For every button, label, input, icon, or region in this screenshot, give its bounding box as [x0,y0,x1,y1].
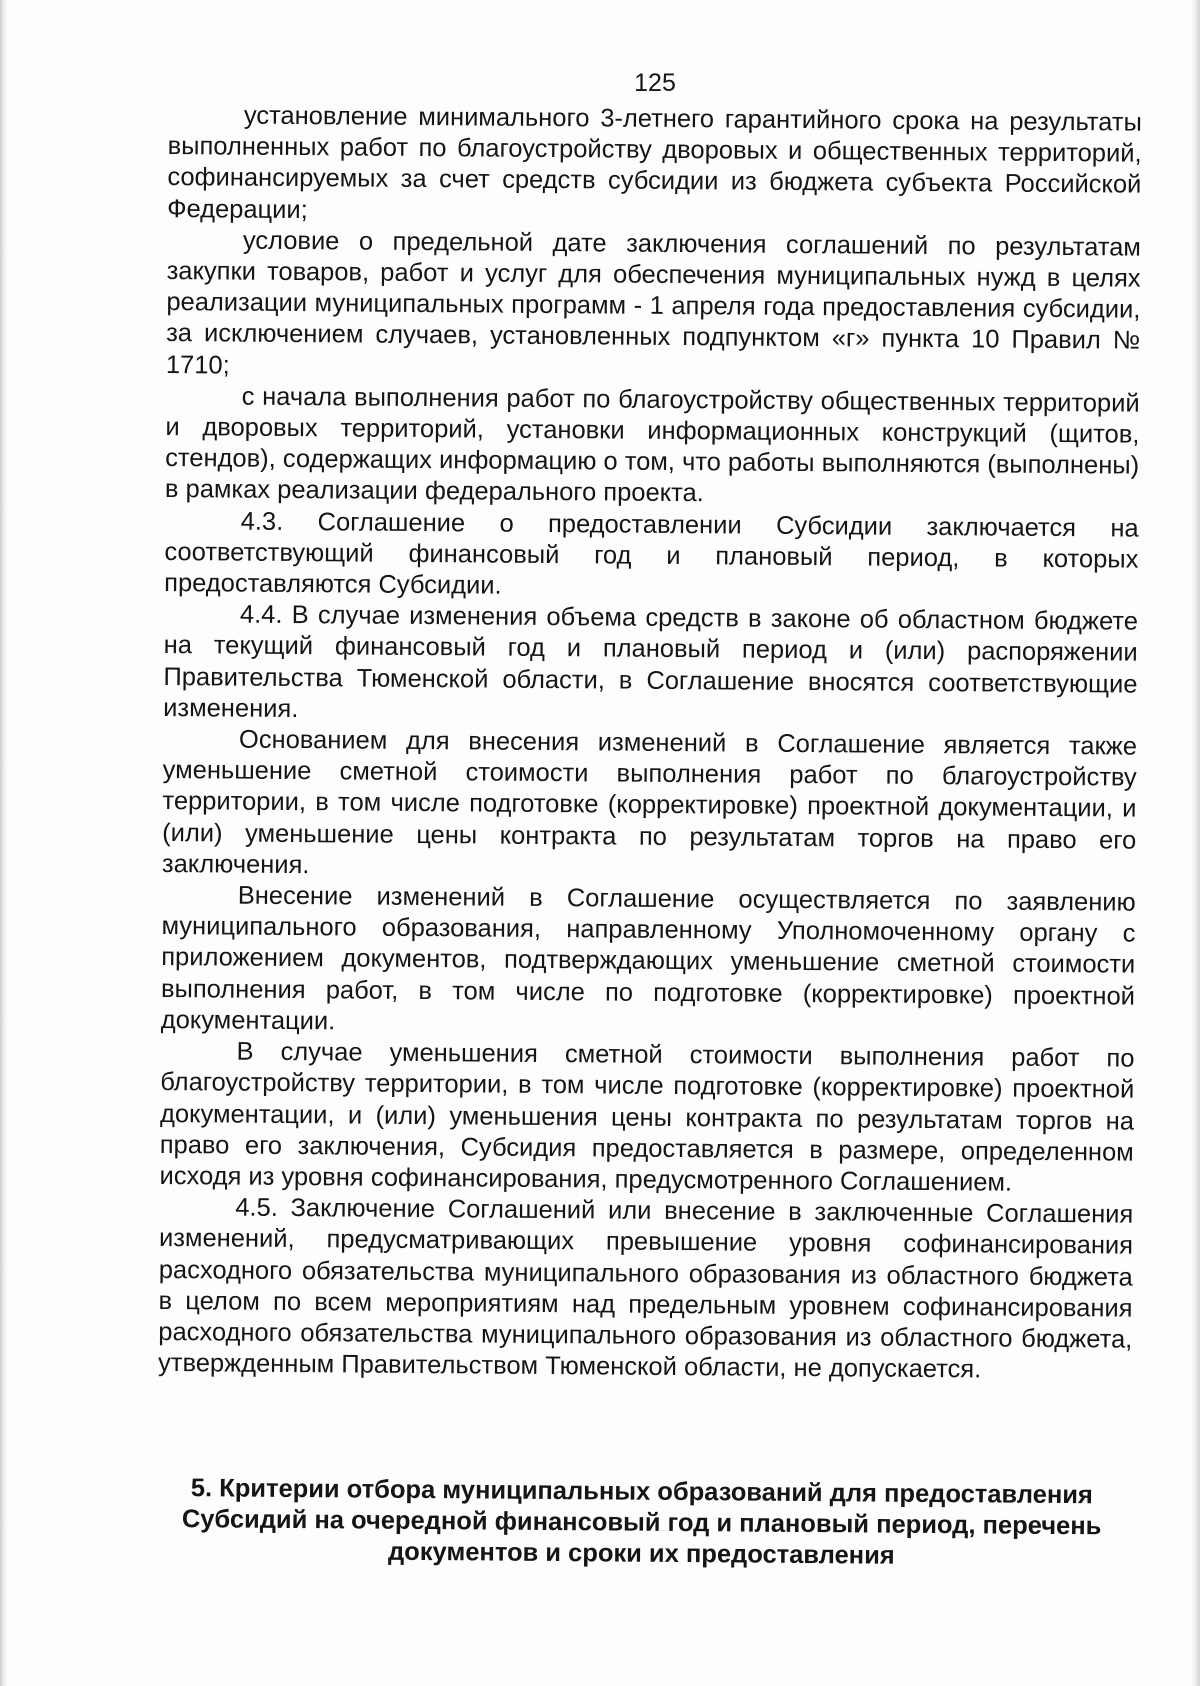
paragraph-agreement-deadline: условие о предельной дате заключения соглашений по результатам закупки товаров, работ и услуг для обеспечения муниципальных нужд в целях реализации муниципальных программ - 1 апреля года предоставления субсидии, за исключением случаев, установленных подпунктом «г» пункта 10 Правил № 1710; [165,226,1141,380]
paragraph-4-4: 4.4. В случае изменения объема средств в законе об областном бюджете на текущий финансовый год и плановый период и (или) распоряжении Правительства Тюменской области, в Соглашение вносятся соответствующие изменения. [163,600,1139,723]
scan-edge-right [1190,0,1200,1686]
document-body [158,100,1142,1387]
paragraph-4-5: 4.5. Заключение Соглашений или внесение в заключенные Соглашения изменений, предусматривающих превышение уровня софинансирования расходного обязательства муниципального образования из областного бюджета в целом по всем мероприятиям над предельным уровнем софинансирования расходного обязательства муниципального образования из областного бюджета, утвержденным Правительством Тюменской области, не допускается. [157,1193,1134,1384]
page-number: 125 [634,69,676,97]
scan-edge-left [0,0,8,1686]
paragraph-cost-reduction: В случае уменьшения сметной стоимости выполнения работ по благоустройству территории, в том числе подготовке (корректировке) проектной документации, и (или) уменьшения цены контракта по результатам торгов на право его заключения, Субсидия предоставляется в размере, определенном исходя из уровня софинансирования, предусмотренного Соглашением. [159,1037,1135,1197]
paragraph-guarantee-period: установление минимального 3-летнего гарантийного срока на результаты выполненных работ по благоустройству дворовых и общественных территорий, софинансируемых за счет средств субсидии из бюджета субъекта Российской Федерации; [167,101,1142,224]
paragraph-4-3: 4.3. Соглашение о предоставлении Субсидии заключается на соответствующий финансовый год и плановый период, в которых предоставляются Субсидии. [164,507,1139,600]
paragraph-information-boards: с начала выполнения работ по благоустройству общественных территорий и дворовых территорий, установки информационных конструкций (щитов, стендов), содержащих информацию о том, что работы выполняются (выполнены) в рамках реализации федерального проекта. [164,382,1140,508]
section-heading: 5. Критерии отбора муниципальных образований для предоставления Субсидий на очередной финансовый год и плановый период, перечень документов и сроки их предоставления [181,1474,1102,1570]
paragraph-grounds-for-changes: Основанием для внесения изменений в Соглашение является также уменьшение сметной стоимости выполнения работ по благоустройству территории, в том числе подготовке (корректировке) проектной документации, и (или) уменьшение цены контракта по результатам торгов на право его заключения. [161,725,1138,880]
paragraph-changes-procedure: Внесение изменений в Соглашение осуществляется по заявлению муниципального образования, направленному Уполномоченному органу с приложением документов, подтверждающих уменьшение сметной стоимости выполнения работ, в том числе по подготовке (корректировке) проектной документации. [160,881,1136,1036]
